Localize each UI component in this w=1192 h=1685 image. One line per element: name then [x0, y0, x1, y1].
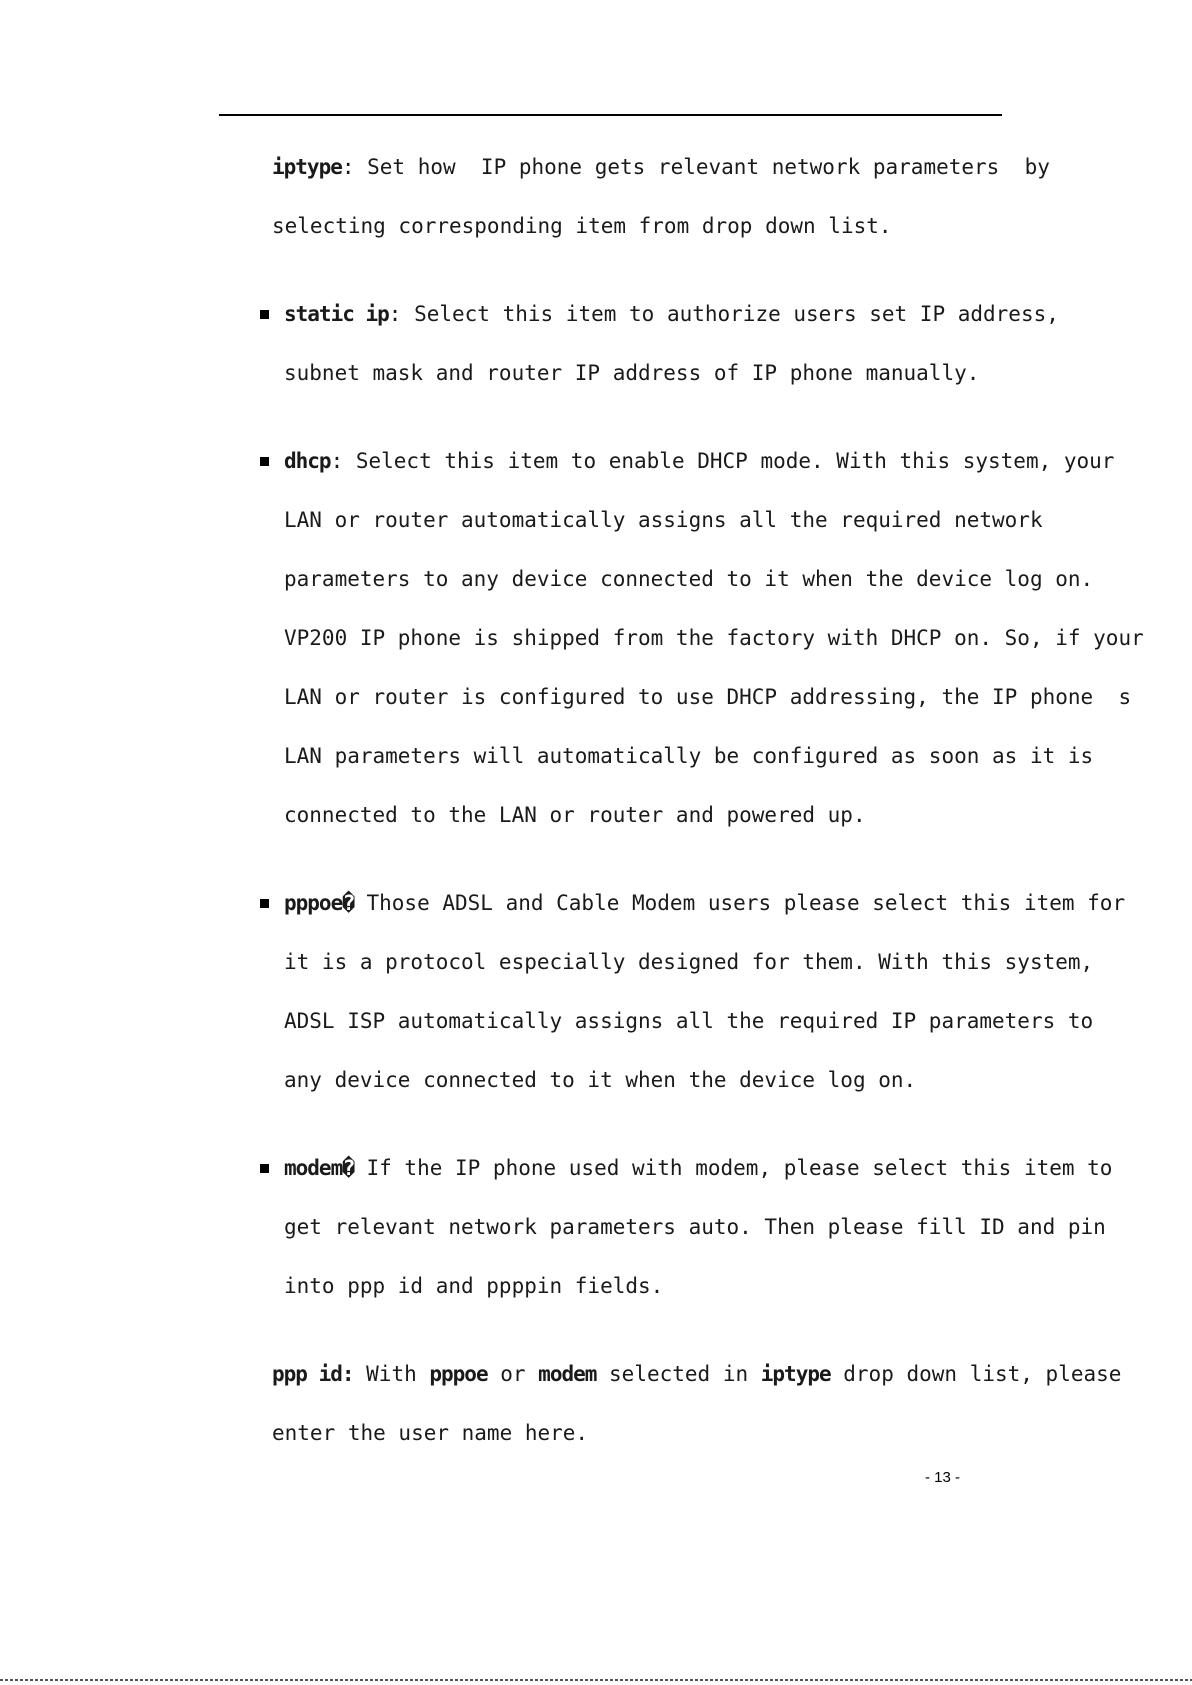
ppp-id-paragraph: [272, 1345, 1122, 1463]
pppoe-text-1: Those ADSL and Cable Modem users please select this item for: [353, 891, 1126, 915]
dhcp-line-4: VP200 IP phone is shipped from the factory with DHCP on. So, if your: [284, 626, 1144, 650]
ppp-id-line-1: [272, 1345, 1122, 1404]
iptype-line-2: selecting corresponding item from drop down list.: [272, 214, 892, 238]
bullet-static-ip: [272, 285, 1059, 403]
iptype-term: iptype: [272, 155, 342, 179]
dhcp-line-1: [284, 432, 1115, 491]
dhcp-line-6: LAN parameters will automatically be configured as soon as it is: [284, 744, 1094, 768]
static-ip-line-1: [284, 285, 1059, 344]
dhcp-line-2: LAN or router automatically assigns all the required network: [284, 508, 1043, 532]
pppoe-term: pppoe�: [284, 891, 354, 915]
ppp-id-text-1: With: [353, 1362, 430, 1386]
page-content: [272, 138, 1144, 1492]
modem-line-2: get relevant network parameters auto. Then please fill ID and pin: [284, 1215, 1106, 1239]
modem-line-3: into ppp id and ppppin fields.: [284, 1274, 664, 1298]
ppp-id-term: ppp id:: [272, 1362, 354, 1386]
pppoe-line-2: it is a protocol especially designed for them. With this system,: [284, 950, 1094, 974]
pppoe-inline-term: pppoe: [429, 1362, 488, 1386]
iptype-inline-term: iptype: [760, 1362, 831, 1386]
bullet-square-icon: [260, 310, 269, 319]
pppoe-line-3: ADSL ISP automatically assigns all the required IP parameters to: [284, 1009, 1094, 1033]
modem-term: modem�: [284, 1156, 354, 1180]
dhcp-line-3: parameters to any device connected to it when the device log on.: [284, 567, 1094, 591]
static-ip-text-1: : Select this item to authorize users set IP address,: [388, 302, 1059, 326]
dhcp-line-5: LAN or router is configured to use DHCP addressing, the IP phone s: [284, 685, 1132, 709]
ppp-id-line-2: enter the user name here.: [272, 1421, 589, 1445]
bullet-pppoe: [272, 874, 1126, 1110]
pppoe-line-1: [284, 874, 1126, 933]
static-ip-term: static ip: [284, 302, 389, 326]
bullet-square-icon: [260, 457, 269, 466]
ppp-id-text-4: drop down list, please: [830, 1362, 1122, 1386]
static-ip-line-2: subnet mask and router IP address of IP phone manually.: [284, 361, 980, 385]
bullet-dhcp: [272, 432, 1144, 845]
bullet-square-icon: [260, 899, 269, 908]
iptype-paragraph: [272, 138, 1050, 256]
bullet-square-icon: [260, 1164, 269, 1173]
iptype-line-1: [272, 138, 1050, 197]
ppp-id-text-2: or: [487, 1362, 539, 1386]
pppoe-line-4: any device connected to it when the device log on.: [284, 1068, 917, 1092]
modem-inline-term: modem: [538, 1362, 597, 1386]
iptype-text-1: : Set how IP phone gets relevant network parameters by: [341, 155, 1050, 179]
dhcp-line-7: connected to the LAN or router and powered up.: [284, 803, 866, 827]
dhcp-text-1: : Select this item to enable DHCP mode. With this system, your: [330, 449, 1115, 473]
modem-line-1: [284, 1139, 1113, 1198]
modem-text-1: If the IP phone used with modem, please select this item to: [353, 1156, 1113, 1180]
bullet-modem: [272, 1139, 1113, 1316]
dhcp-term: dhcp: [284, 449, 331, 473]
page-number: - 13 -: [925, 1469, 961, 1486]
bottom-dotted-rule: [0, 1679, 1192, 1681]
ppp-id-text-3: selected in: [596, 1362, 761, 1386]
header-rule: [219, 114, 1002, 116]
